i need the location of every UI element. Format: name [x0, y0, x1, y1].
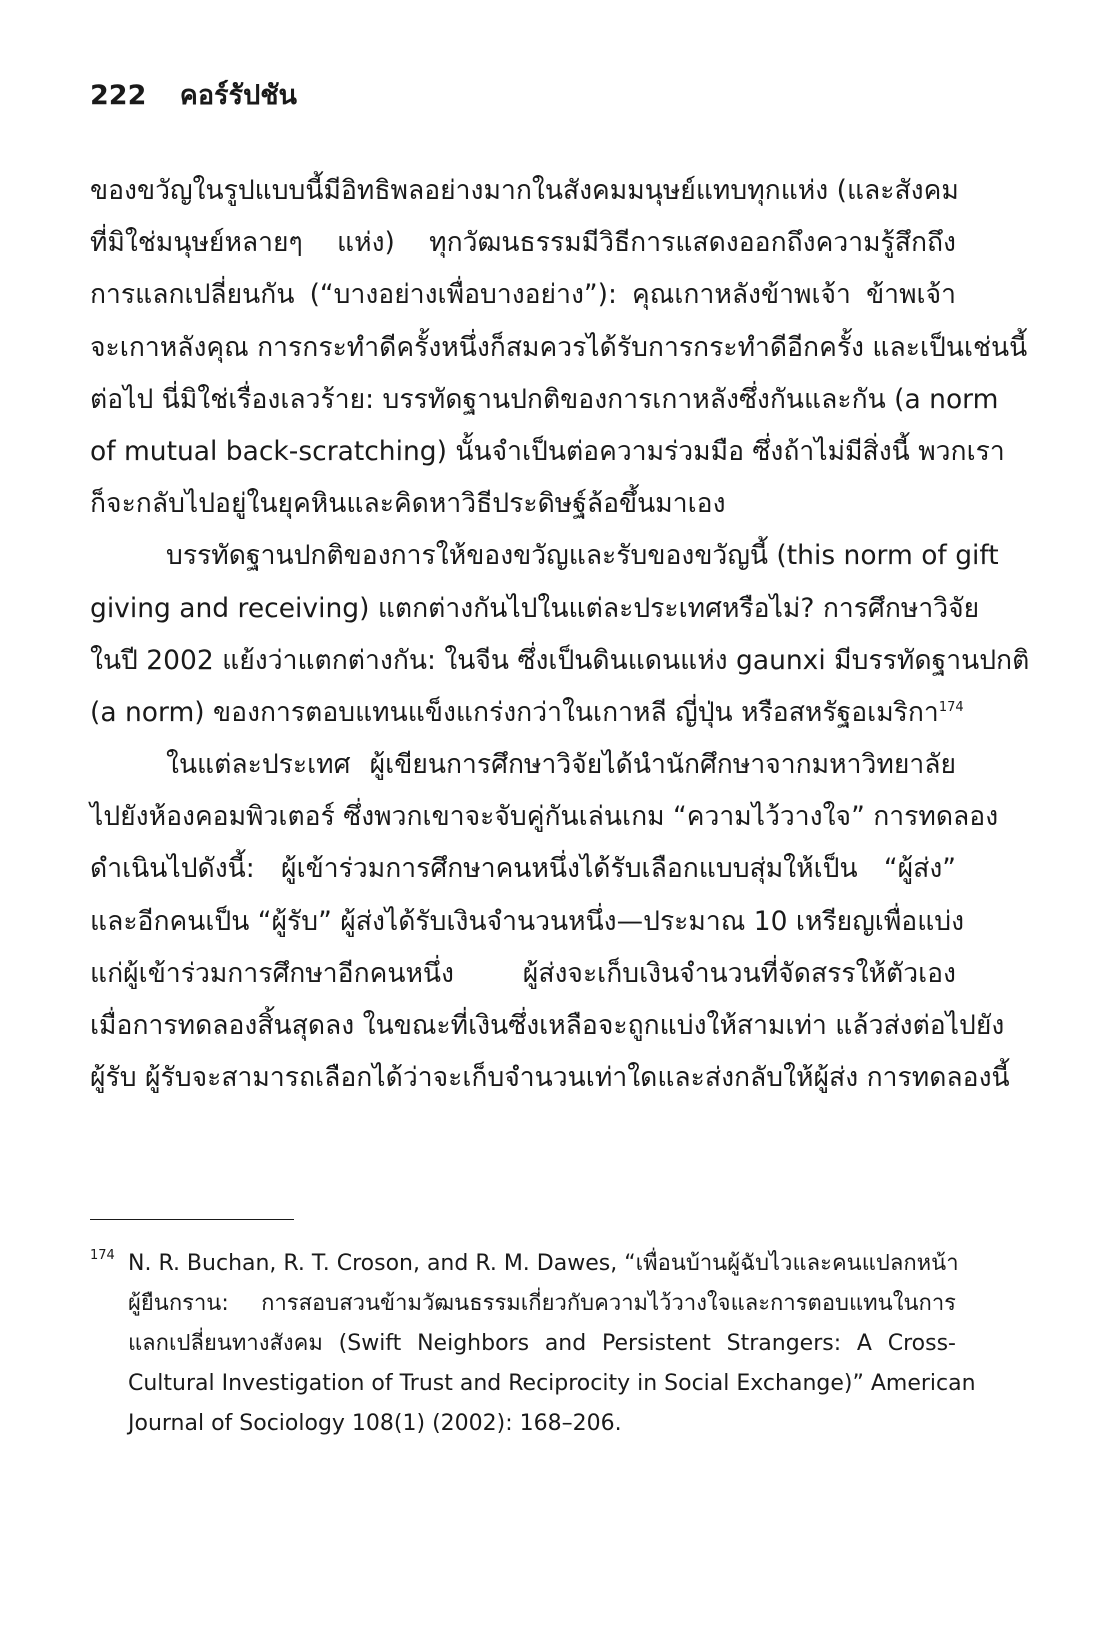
- body-line: จะเกาหลังคุณ การกระทำดีครั้งหนึ่งก็สมควรได้รับการกระทำดีอีกครั้ง และเป็นเช่นนี้: [90, 331, 1028, 363]
- body-line: การแลกเปลี่ยนกัน (“บางอย่างเพื่อบางอย่าง”): คุณเกาหลังข้าพเจ้า ข้าพเจ้า: [90, 279, 956, 311]
- body-line: เมื่อการทดลองสิ้นสุดลง ในขณะที่เงินซึ่งเหลือจะถูกแบ่งให้สามเท่า แล้วส่งต่อไปยัง: [90, 1010, 1005, 1041]
- body-line: ที่มิใช่มนุษย์หลายๆ แห่ง) ทุกวัฒนธรรมมีวิธีการแสดงออกถึงความรู้สึกถึง: [90, 227, 956, 259]
- footnote-line: Journal of Sociology 108(1) (2002): 168–206.: [128, 1411, 622, 1436]
- body-line: of mutual back-scratching) นั้นจำเป็นต่อความร่วมมือ ซึ่งถ้าไม่มีสิ่งนี้ พวกเรา: [90, 435, 1005, 467]
- footnote-marker: 174: [90, 1248, 115, 1263]
- footnote-divider: [90, 1219, 294, 1220]
- body-line: ของขวัญในรูปแบบนี้มีอิทธิพลอย่างมากในสังคมมนุษย์แทบทุกแห่ง (และสังคม: [90, 175, 959, 206]
- body-line: ดำเนินไปดังนี้: ผู้เข้าร่วมการศึกษาคนหนึ่งได้รับเลือกแบบสุ่มให้เป็น “ผู้ส่ง”: [90, 853, 956, 885]
- body-line: ในปี 2002 แย้งว่าแตกต่างกัน: ในจีน ซึ่งเป็นดินแดนแห่ง gaunxi มีบรรทัดฐานปกติ: [90, 644, 1030, 676]
- footnote-line: ผู้ยืนกราน: การสอบสวนข้ามวัฒนธรรมเกี่ยวกับความไว้วางใจและการตอบแทนในการ: [128, 1291, 956, 1316]
- book-title: คอร์รัปชัน: [179, 80, 297, 111]
- body-line: บรรทัดฐานปกติของการให้ของขวัญและรับของขวัญนี้ (this norm of gift: [166, 540, 999, 572]
- running-header: [90, 78, 297, 114]
- body-line: แก่ผู้เข้าร่วมการศึกษาอีกคนหนึ่ง ผู้ส่งจะเก็บเงินจำนวนที่จัดสรรให้ตัวเอง: [90, 957, 956, 989]
- body-line: ก็จะกลับไปอยู่ในยุคหินและคิดหาวิธีประดิษฐ์ล้อขึ้นมาเอง: [90, 488, 726, 520]
- body-line: และอีกคนเป็น “ผู้รับ” ผู้ส่งได้รับเงินจำนวนหนึ่ง—ประมาณ 10 เหรียญเพื่อแบ่ง: [90, 905, 965, 937]
- body-line-with-footnote-ref: [90, 687, 964, 739]
- footnote-body: [128, 1244, 976, 1444]
- body-line: ผู้รับ ผู้รับจะสามารถเลือกได้ว่าจะเก็บจำนวนเท่าใดและส่งกลับให้ผู้ส่ง การทดลองนี้: [90, 1062, 1010, 1094]
- footnote-reference[interactable]: 174: [938, 700, 964, 716]
- footnote-line: แลกเปลี่ยนทางสังคม (Swift Neighbors and Persistent Strangers: A Cross-: [128, 1331, 956, 1356]
- body-line: giving and receiving) แตกต่างกันไปในแต่ละประเทศหรือไม่? การศึกษาวิจัย: [90, 592, 980, 624]
- footnote-line: N. R. Buchan, R. T. Croson, and R. M. Dawes, “เพื่อนบ้านผู้ฉับไวและคนแปลกหน้า: [128, 1251, 959, 1276]
- body-line-text: (a norm) ของการตอบแทนแข็งแกร่งกว่าในเกาหลี ญี่ปุ่น หรือสหรัฐอเมริกา: [90, 696, 939, 728]
- body-line: ในแต่ละประเทศ ผู้เขียนการศึกษาวิจัยได้นำนักศึกษาจากมหาวิทยาลัย: [166, 749, 956, 781]
- footnote-line: Cultural Investigation of Trust and Reciprocity in Social Exchange)” American: [128, 1371, 976, 1396]
- body-line: ไปยังห้องคอมพิวเตอร์ ซึ่งพวกเขาจะจับคู่กันเล่นเกม “ความไว้วางใจ” การทดลอง: [90, 801, 999, 833]
- body-text: [90, 165, 1030, 1104]
- page-number: 222: [90, 80, 147, 111]
- footnote: [90, 1244, 976, 1444]
- body-line: ต่อไป นี่มิใช่เรื่องเลวร้าย: บรรทัดฐานปกติของการเกาหลังซึ่งกันและกัน (a norm: [90, 383, 999, 415]
